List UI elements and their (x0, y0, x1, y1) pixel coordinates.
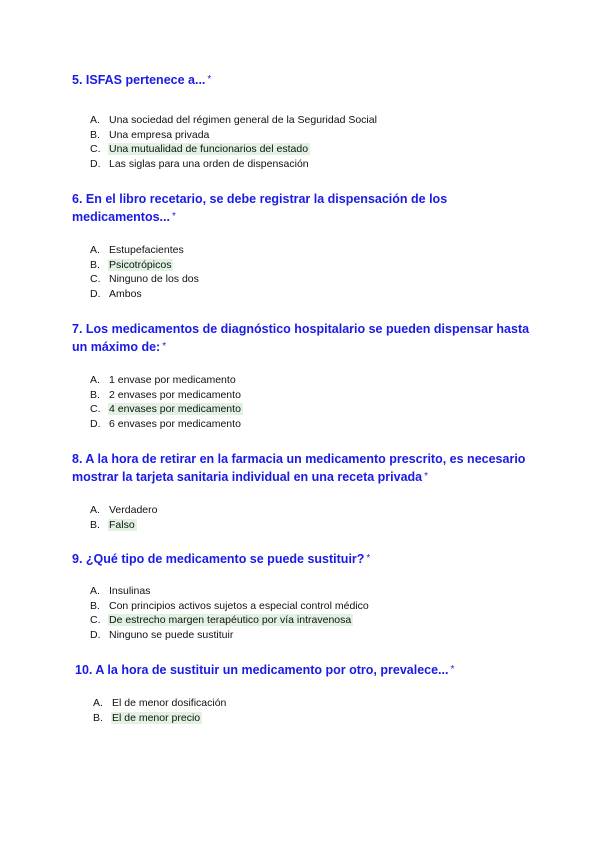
option-text: Falso (109, 518, 135, 531)
required-asterisk: * (171, 211, 176, 222)
option-item (90, 157, 379, 172)
question-title (75, 661, 535, 679)
option-letter: A. (93, 697, 103, 709)
option-text: Ambos (109, 287, 142, 300)
option-letter: B. (90, 518, 100, 531)
option-letter: D. (90, 417, 101, 430)
option-item-correct (90, 142, 379, 157)
option-letter: C. (90, 403, 101, 416)
option-item-correct (93, 711, 228, 726)
question-title (72, 550, 532, 568)
option-item (90, 388, 243, 403)
option-item (90, 599, 371, 614)
question-title (72, 71, 532, 89)
question-block (72, 71, 532, 170)
options-list (90, 243, 201, 301)
option-letter: B. (90, 388, 100, 401)
question-title (72, 190, 532, 226)
question-block (75, 661, 535, 724)
option-letter: A. (90, 244, 100, 256)
option-item (90, 113, 379, 128)
question-text: 9. ¿Qué tipo de medicamento se puede sustituir? (72, 552, 365, 566)
required-asterisk: * (162, 341, 167, 352)
option-text: Insulinas (109, 585, 151, 597)
option-text: 6 envases por medicamento (109, 417, 241, 430)
option-item (90, 287, 201, 302)
question-text: 5. ISFAS pertenece a... (72, 73, 206, 87)
option-item (90, 628, 371, 643)
option-item-correct (90, 613, 371, 628)
option-letter: A. (90, 504, 100, 516)
option-letter: A. (90, 374, 100, 386)
question-block (72, 550, 532, 641)
required-asterisk: * (424, 471, 429, 482)
options-list (90, 503, 159, 532)
option-item-correct (90, 402, 243, 417)
option-letter: C. (90, 143, 101, 156)
question-block (72, 320, 532, 430)
option-text: El de menor precio (112, 711, 201, 724)
option-item (90, 503, 159, 518)
required-asterisk: * (450, 664, 455, 675)
option-text: Una sociedad del régimen general de la Seguridad Social (109, 114, 377, 126)
option-letter: B. (90, 258, 100, 271)
option-text: Estupefacientes (109, 244, 184, 256)
options-list (93, 696, 228, 725)
option-letter: B. (93, 711, 103, 724)
question-block (72, 190, 532, 300)
option-letter: A. (90, 114, 100, 126)
option-item-correct (90, 258, 201, 273)
question-text: 6. En el libro recetario, se debe registrar la dispensación de los medicamentos... (72, 192, 448, 224)
option-text: Las siglas para una orden de dispensación (109, 157, 309, 170)
option-text: Una mutualidad de funcionarios del estado (109, 143, 309, 156)
option-letter: C. (90, 614, 101, 627)
option-text: El de menor dosificación (112, 697, 227, 709)
required-asterisk: * (207, 74, 212, 85)
option-letter: B. (90, 599, 100, 612)
question-text: 7. Los medicamentos de diagnóstico hospitalario se pueden dispensar hasta un máximo de: (72, 322, 530, 354)
option-text: Con principios activos sujetos a especial control médico (109, 599, 369, 612)
option-letter: D. (90, 628, 101, 641)
options-list (90, 373, 243, 431)
option-text: 4 envases por medicamento (109, 403, 241, 416)
option-text: De estrecho margen terapéutico por vía intravenosa (109, 614, 352, 627)
options-list (90, 113, 379, 171)
question-title (72, 450, 532, 486)
option-item-correct (90, 518, 159, 533)
option-item (93, 696, 228, 711)
option-letter: B. (90, 128, 100, 141)
option-item (90, 373, 243, 388)
question-text: 8. A la hora de retirar en la farmacia un medicamento prescrito, es necesario mostrar la tarjeta sanitaria individual en una receta privada (72, 452, 526, 484)
option-text: 2 envases por medicamento (109, 388, 241, 401)
question-title (72, 320, 532, 356)
option-letter: A. (90, 585, 100, 597)
option-item (90, 584, 371, 599)
question-text: 10. A la hora de sustituir un medicamento por otro, prevalece... (75, 663, 449, 677)
options-list (90, 584, 371, 642)
option-item (90, 272, 201, 287)
option-letter: D. (90, 157, 101, 170)
option-text: Psicotrópicos (109, 258, 172, 271)
required-asterisk: * (366, 553, 371, 564)
option-text: Ninguno se puede sustituir (109, 628, 234, 641)
option-text: 1 envase por medicamento (109, 374, 236, 386)
option-text: Verdadero (109, 504, 158, 516)
option-letter: C. (90, 273, 101, 286)
option-text: Una empresa privada (109, 128, 210, 141)
option-letter: D. (90, 287, 101, 300)
option-item (90, 128, 379, 143)
question-block (72, 450, 532, 531)
option-item (90, 243, 201, 258)
option-item (90, 417, 243, 432)
option-text: Ninguno de los dos (109, 273, 199, 286)
